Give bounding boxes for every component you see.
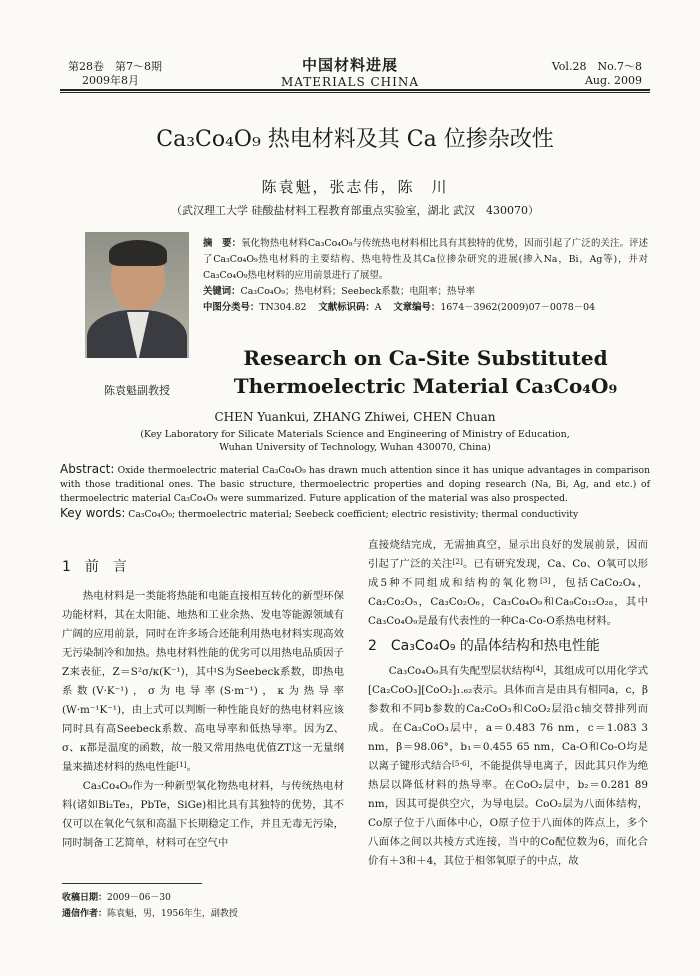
- column-right: [368, 536, 648, 871]
- affiliation-en-line1: (Key Laboratory for Silicate Materials Science and Engineering of Ministry of Education,: [140, 429, 570, 440]
- paragraph: Ca₃Co₄O₉作为一种新型氧化物热电材料，与传统热电材料(诸如Bi₂Te₃，PbTe，SiGe)相比具有其独特的优势，其不仅可以在氧化气氛和高温下长期稳定工作，并且无毒无污染，同时制备工艺简单，材料可在空气中: [62, 780, 344, 849]
- abstract-text-en: Oxide thermoelectric material Ca₃Co₄O₉ has drawn much attention since it has unique advantages in comparison with those traditional ones. The basic structure, thermoelectric properties and doping research (Na, Bi, Ag, and etc.) of thermoelectric material Ca₃Co₄O₉ were summarized. Future application of the material was also prospected.: [60, 465, 651, 504]
- header-rule-thin: [60, 92, 650, 93]
- abstract-text-zh: 氧化物热电材料Ca₃Co₄O₉与传统热电材料相比具有其独特的优势，因而引起了广泛的关注。评述了Ca₃Co₄O₉热电材料的主要结构、热电特性及其Ca位掺杂研究的进展(掺入Na，Bi，Ag等)，并对Ca₃Co₄O₉热电材料的应用前景进行了展望。: [203, 238, 648, 281]
- citation: [2]: [452, 557, 463, 567]
- affiliation-en-line2: Wuhan University of Technology, Wuhan 430070, China): [219, 442, 491, 453]
- author-photo: [85, 232, 189, 358]
- paragraph: Ca₃Co₄O₉具有失配型层状结构[4]，其组成可以用化学式[Ca₂CoO₃][CoO₂]₁.₆₂表示。具体而言是由具有相同a，c，β参数和不同b参数的Ca₂CoO₃和CoO₂层沿c轴交替排列而成。在Ca₂CoO₃层中，a＝0.483 76 nm，c＝1.083 3 nm，β＝98.06°，b₁＝0.455 65 nm，Ca-O和Co-O均是以离子键形式结合[5-6]，不能提供导电离子，因此其只作为绝热层以降低材料的热导率。在CoO₂层中，b₂＝0.281 89 nm，因其可提供空穴，为导电层。CoO₂层为八面体结构，Co原子位于八面体中心，O原子位于八面体的阵点上，多个八面体之间以共棱方式连接，当中的Co配位数为6，而化合价有＋3和＋4，其位于相邻氧原子的中点，故: [368, 664, 649, 867]
- citation: [1]: [176, 760, 187, 770]
- affiliation-en: [60, 428, 650, 454]
- header-date-zh: 2009年8月: [82, 74, 139, 87]
- title-en-line2: Thermoelectric Material Ca₃Co₄O₉: [233, 374, 618, 398]
- keywords-zh: Ca₃Co₄O₉；热电材料；Seebeck系数；电阻率；热导率: [240, 286, 476, 297]
- section-heading-2: 2 Ca₃Co₄O₉ 的晶体结构和热电性能: [368, 638, 600, 654]
- authors-en: CHEN Yuankui, ZHANG Zhiwei, CHEN Chuan: [214, 410, 496, 424]
- citation: [5-6]: [452, 759, 470, 769]
- corresponding-author: 陈袁魁，男，1956年生，副教授: [107, 909, 238, 919]
- title-text-2: 位掺杂改性: [436, 127, 554, 152]
- article-no-label: 文章编号：: [393, 302, 441, 313]
- abstract-en: [60, 462, 650, 522]
- citation: [3]: [540, 576, 551, 586]
- header-journal: [250, 54, 450, 89]
- abstract-label-zh: 摘 要：: [203, 238, 242, 249]
- received-label: 收稿日期：: [62, 893, 108, 903]
- paragraph: 热电材料是一类能将热能和电能直接相互转化的新型环保功能材料，其在太阳能、地热和工业余热、发电等能源领域有广阔的应用前景，同时在许多场合还能利用热电材料实现高效无污染制冷和加热。热电材料性能的优劣可以用热电品质因子Z来表征，Z＝S²σ/κ(K⁻¹)，其中S为Seebeck系数，即热电系数(V·K⁻¹)，σ为电导率(S·m⁻¹)，κ为热导率(W·m⁻¹K⁻¹)，由上式可以判断一种性能良好的热电材料应该同时具有高Seebeck系数、高电导率和低热导率。因为Z、σ、κ都是温度的函数，故一般又常用热电优值ZT这一无量纲量来描述材料的热电性能[1]。: [62, 590, 344, 773]
- footnote: [62, 890, 352, 922]
- photo-caption: 陈袁魁副教授: [104, 384, 170, 397]
- paragraph: 直接烧结完成，无需抽真空，显示出良好的发展前景，因而引起了广泛的关注[2]。已有研究发现，Ca、Co、O氧可以形成5种不同组成和结构的氧化物[3]，包括CaCo₂O₄，Ca₂Co₂O₅，Ca₃Co₂O₆，Ca₃Co₄O₉和Ca₉Co₁₂O₂₈，其中Ca₃Co₄O₉是最有代表性的一种Ca-Co-O系热电材料。: [368, 539, 648, 627]
- header-date-en: Aug. 2009: [584, 74, 642, 87]
- article-title-zh: [60, 122, 650, 153]
- article-title-en: [203, 344, 648, 400]
- authors-zh: 陈袁魁，张志伟，陈 川: [261, 178, 449, 196]
- header-issue: [68, 60, 162, 88]
- title-en-line1: Research on Ca-Site Substituted: [243, 346, 608, 370]
- title-text-1: 热电材料及其: [260, 127, 407, 152]
- column-left: [62, 552, 344, 853]
- doc-label: 文献标识码：: [318, 302, 375, 313]
- abstract-zh: [203, 236, 648, 316]
- received-date: 2009－06－30: [107, 893, 171, 903]
- header-rule: [60, 89, 650, 91]
- journal-name-en: MATERIALS CHINA: [280, 75, 420, 89]
- footnote-rule: [62, 883, 202, 884]
- header-issue-en: [552, 60, 642, 88]
- section-heading-1: 1 前 言: [62, 559, 127, 575]
- keywords-en: Ca₃Co₄O₉; thermoelectric material; Seebeck coefficient; electric resistivity; thermal conductivity: [128, 509, 579, 520]
- title-formula: Ca₃Co₄O₉: [156, 127, 261, 152]
- class-value: TN304.82: [259, 302, 307, 313]
- header-volume-zh: 第28卷 第7～8期: [68, 60, 162, 73]
- keywords-label-zh: 关键词：: [203, 286, 241, 297]
- abstract-label-en: Abstract:: [60, 462, 115, 476]
- header-volume-en: Vol.28 No.7～8: [551, 60, 642, 73]
- article-no-value: 1674－3962(2009)07－0078－04: [440, 302, 596, 313]
- title-ca: Ca: [406, 127, 437, 152]
- keywords-label-en: Key words:: [60, 506, 126, 520]
- corresponding-label: 通信作者：: [62, 909, 108, 919]
- journal-name-zh: 中国材料进展: [301, 56, 398, 74]
- citation: [4]: [532, 664, 544, 674]
- class-label: 中图分类号：: [203, 302, 260, 313]
- affiliation-zh: （武汉理工大学 硅酸盐材料工程教育部重点实验室，湖北 武汉 430070）: [171, 204, 539, 217]
- doc-value: A: [374, 302, 382, 313]
